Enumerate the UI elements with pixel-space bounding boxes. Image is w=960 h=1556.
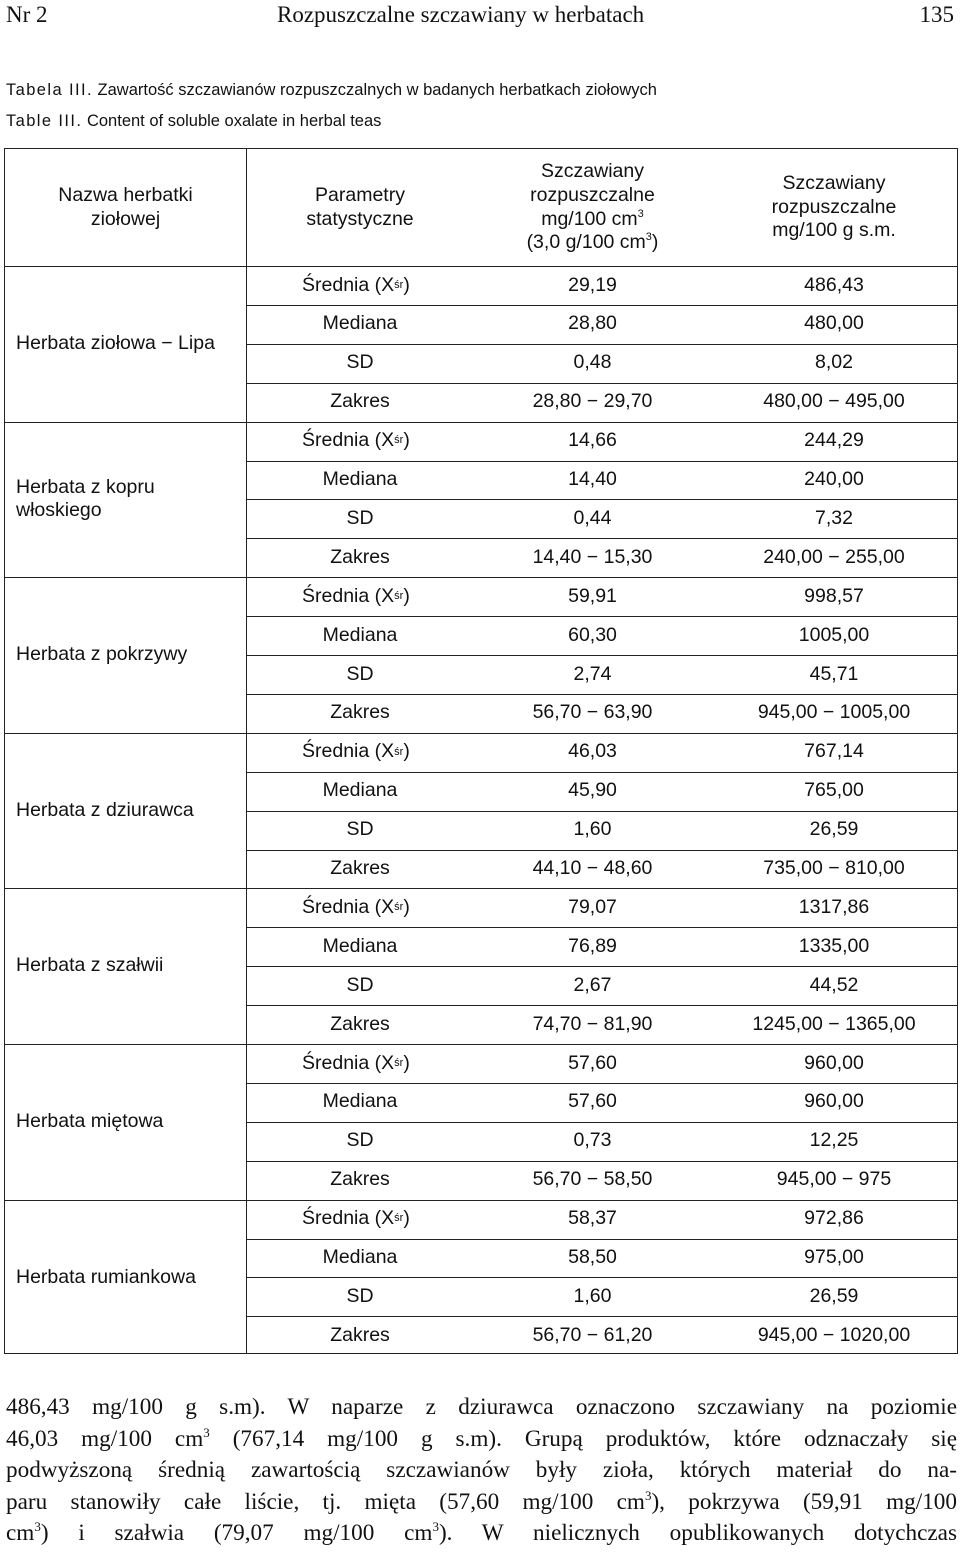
value-per-cm3: 58,50 (568, 1246, 617, 1269)
header-statistics (246, 149, 474, 266)
value-per-cm3: 74,70 − 81,90 (532, 1012, 653, 1035)
value-per-cm3: 14,66 (568, 429, 617, 452)
header-per-cm3-ratio: (3,0 g/100 cm (526, 231, 646, 254)
param-label-range: Zakres (330, 857, 390, 880)
value-per-cm3: 56,70 − 61,20 (532, 1323, 653, 1346)
param-label-sd: SD (346, 818, 374, 841)
param-mean-sub: śr (394, 901, 404, 914)
value-per-cm3: 1,60 (573, 1284, 612, 1307)
param-label-sd: SD (346, 1284, 374, 1307)
param-label-median: Mediana (322, 623, 398, 646)
value-per-cm3: 29,19 (568, 273, 617, 296)
table-caption-polish (6, 81, 657, 100)
table-caption-english (6, 112, 381, 131)
value-per-gsm: 765,00 (804, 779, 864, 802)
param-label-mean (246, 1044, 474, 1083)
header-per-cm3-sup: 3 (637, 207, 644, 220)
tea-name-cell (5, 266, 246, 422)
value-per-gsm: 26,59 (809, 1284, 859, 1307)
header-per-cm3-ratio-sup: 3 (645, 231, 652, 244)
value-per-cm3: 76,89 (568, 934, 617, 957)
caption-text-polish: Zawartość szczawianów rozpuszczalnych w badanych herbatkach ziołowych (97, 81, 657, 99)
value-per-cm3: 79,07 (568, 895, 617, 918)
caption-tag-polish: Tabela III. (6, 81, 93, 99)
param-label-mean (246, 422, 474, 461)
header-per-cm3-line1: Szczawiany (541, 159, 644, 182)
body-line-1: 486,43 mg/100 g s.m). W naparze z dziurawca oznaczono szczawiany na poziomie (6, 1394, 957, 1420)
value-per-gsm: 960,00 (804, 1051, 864, 1074)
article-body-text (6, 1392, 957, 1550)
value-per-gsm: 945,00 − 975 (776, 1168, 892, 1191)
value-per-cm3: 14,40 − 15,30 (532, 545, 653, 568)
value-per-gsm: 998,57 (804, 584, 864, 607)
body-line-4-sup: 3 (644, 1487, 652, 1503)
body-line-2-sup: 3 (203, 1424, 210, 1440)
value-per-cm3: 0,73 (573, 1129, 612, 1152)
caption-text-english: Content of soluble oxalate in herbal teas (86, 112, 382, 130)
value-per-gsm: 486,43 (804, 273, 864, 296)
param-label-sd: SD (346, 351, 374, 374)
param-mean-close: ) (403, 429, 410, 452)
value-per-cm3: 46,03 (568, 740, 617, 763)
param-label-range: Zakres (330, 1323, 390, 1346)
body-line-5-b: ) i szałwia (79,07 mg/100 cm (40, 1520, 433, 1547)
param-mean-text: Średnia (X (302, 1207, 395, 1230)
param-label-range: Zakres (330, 1012, 390, 1035)
header-per-gsm-text: Szczawiany rozpuszczalne mg/100 g s.m. (771, 171, 897, 242)
param-label-sd: SD (346, 662, 374, 685)
param-label-range: Zakres (330, 545, 390, 568)
param-mean-text: Średnia (X (302, 895, 395, 918)
tea-name: Herbata z pokrzywy (16, 643, 188, 666)
param-mean-sub: śr (394, 589, 404, 602)
tea-name: Herbata z szałwii (16, 954, 164, 977)
param-label-median: Mediana (322, 312, 398, 335)
value-per-gsm: 45,71 (809, 662, 859, 685)
page-number: 135 (919, 2, 954, 27)
value-per-gsm: 945,00 − 1005,00 (757, 701, 911, 724)
param-mean-sub: śr (394, 1056, 404, 1069)
param-mean-text: Średnia (X (302, 1051, 395, 1074)
value-per-cm3: 0,44 (573, 506, 612, 529)
header-per-cm3-line2: rozpuszczalne (530, 183, 655, 206)
param-label-range: Zakres (330, 390, 390, 413)
value-per-gsm: 735,00 − 810,00 (763, 857, 905, 880)
body-line-3: podwyższoną średnią zawartością szczawianów były zioła, których materiał do na- (6, 1457, 957, 1484)
value-per-gsm: 1317,86 (798, 895, 870, 918)
param-label-mean (246, 577, 474, 616)
param-label-sd: SD (346, 506, 374, 529)
param-mean-text: Średnia (X (302, 740, 395, 763)
param-label-median: Mediana (322, 934, 398, 957)
value-per-cm3: 2,67 (573, 973, 612, 996)
value-per-cm3: 56,70 − 58,50 (532, 1168, 653, 1191)
body-line-5-sup: 3 (34, 1519, 41, 1535)
value-per-cm3: 2,74 (573, 662, 612, 685)
oxalate-table (4, 148, 958, 1354)
tea-name-cell (5, 422, 246, 578)
value-per-gsm: 1335,00 (798, 934, 870, 957)
param-mean-text: Średnia (X (302, 273, 395, 296)
header-per-gsm (711, 149, 957, 266)
param-label-mean (246, 888, 474, 927)
param-mean-sub: śr (394, 434, 404, 447)
value-per-gsm: 12,25 (809, 1129, 859, 1152)
param-mean-close: ) (403, 1051, 410, 1074)
value-per-gsm: 480,00 (804, 312, 864, 335)
value-per-gsm: 240,00 − 255,00 (763, 545, 905, 568)
value-per-cm3: 28,80 − 29,70 (532, 390, 653, 413)
caption-tag-english: Table III. (6, 112, 83, 130)
value-per-cm3: 28,80 (568, 312, 617, 335)
param-label-median: Mediana (322, 468, 398, 491)
running-head (0, 0, 960, 32)
param-label-mean (246, 733, 474, 772)
value-per-cm3: 45,90 (568, 779, 617, 802)
body-line-5 (6, 1518, 957, 1550)
param-mean-sub: śr (394, 745, 404, 758)
value-per-cm3: 44,10 − 48,60 (532, 857, 653, 880)
param-label-mean (246, 266, 474, 305)
value-per-gsm: 8,02 (815, 351, 853, 374)
body-line-5-sup2: 3 (432, 1519, 439, 1535)
value-per-gsm: 1005,00 (798, 623, 870, 646)
running-title: Rozpuszczalne szczawiany w herbatach (277, 2, 645, 27)
header-per-cm3-close: ) (651, 231, 659, 254)
issue-number: Nr 2 (6, 2, 48, 27)
value-per-gsm: 240,00 (804, 468, 864, 491)
header-per-cm3-line4 (527, 231, 659, 255)
param-mean-close: ) (403, 1207, 410, 1230)
tea-name: Herbata z kopru włoskiego (16, 475, 155, 522)
value-per-gsm: 26,59 (809, 818, 859, 841)
value-per-gsm: 244,29 (804, 429, 864, 452)
param-mean-close: ) (403, 273, 410, 296)
tea-name-cell (5, 733, 246, 889)
body-line-4-b: ), pokrzywa (59,91 mg/100 (651, 1488, 957, 1515)
value-per-gsm: 7,32 (815, 506, 853, 529)
param-label-median: Mediana (322, 1090, 398, 1113)
body-line-2 (6, 1424, 957, 1456)
tea-name-cell (5, 1200, 246, 1356)
param-mean-close: ) (403, 895, 410, 918)
tea-name: Herbata ziołowa − Lipa (16, 331, 215, 354)
value-per-gsm: 960,00 (804, 1090, 864, 1113)
body-line-2-b: (767,14 mg/100 g s.m). Grupą produktów, które odznaczały się (209, 1425, 957, 1452)
value-per-gsm: 945,00 − 1020,00 (757, 1323, 911, 1346)
header-tea-name-text: Nazwa herbatki ziołowej (58, 183, 193, 230)
body-line-5-c: ). W nielicznych opublikowanych dotychczas (438, 1520, 957, 1547)
header-per-cm3-line3 (541, 208, 644, 232)
tea-name-cell (5, 577, 246, 733)
body-line-4 (6, 1487, 957, 1519)
header-tea-name (5, 149, 246, 266)
header-statistics-text: Parametry statystyczne (306, 183, 414, 230)
param-label-mean (246, 1200, 474, 1239)
param-mean-sub: śr (394, 1212, 404, 1225)
param-label-sd: SD (346, 1129, 374, 1152)
value-per-gsm: 44,52 (809, 973, 859, 996)
param-mean-text: Średnia (X (302, 584, 395, 607)
tea-name: Herbata z dziurawca (16, 798, 194, 821)
value-per-cm3: 14,40 (568, 468, 617, 491)
body-line-2-a: 46,03 mg/100 cm (6, 1425, 204, 1452)
body-line-4-a: paru stanowiły całe liście, tj. mięta (57,60 mg/100 cm (6, 1488, 645, 1515)
tea-name: Herbata miętowa (16, 1109, 164, 1132)
param-label-median: Mediana (322, 1246, 398, 1269)
param-mean-close: ) (403, 740, 410, 763)
param-mean-close: ) (403, 584, 410, 607)
value-per-gsm: 975,00 (804, 1246, 864, 1269)
value-per-cm3: 58,37 (568, 1207, 617, 1230)
param-label-range: Zakres (330, 701, 390, 724)
value-per-cm3: 0,48 (573, 351, 612, 374)
param-mean-text: Średnia (X (302, 429, 395, 452)
param-label-sd: SD (346, 973, 374, 996)
tea-name: Herbata rumiankowa (16, 1265, 196, 1288)
header-per-cm3-unit: mg/100 cm (541, 207, 638, 230)
value-per-cm3: 57,60 (568, 1051, 617, 1074)
value-per-cm3: 57,60 (568, 1090, 617, 1113)
header-per-cm3 (474, 149, 711, 266)
tea-name-cell (5, 1044, 246, 1200)
param-label-range: Zakres (330, 1168, 390, 1191)
value-per-gsm: 972,86 (804, 1207, 864, 1230)
value-per-gsm: 1245,00 − 1365,00 (752, 1012, 916, 1035)
value-per-cm3: 56,70 − 63,90 (532, 701, 653, 724)
body-line-5-a: cm (6, 1520, 35, 1547)
value-per-gsm: 480,00 − 495,00 (763, 390, 905, 413)
value-per-gsm: 767,14 (804, 740, 864, 763)
param-label-median: Mediana (322, 779, 398, 802)
value-per-cm3: 60,30 (568, 623, 617, 646)
value-per-cm3: 1,60 (573, 818, 612, 841)
tea-name-cell (5, 888, 246, 1044)
param-mean-sub: śr (394, 278, 404, 291)
value-per-cm3: 59,91 (568, 584, 617, 607)
